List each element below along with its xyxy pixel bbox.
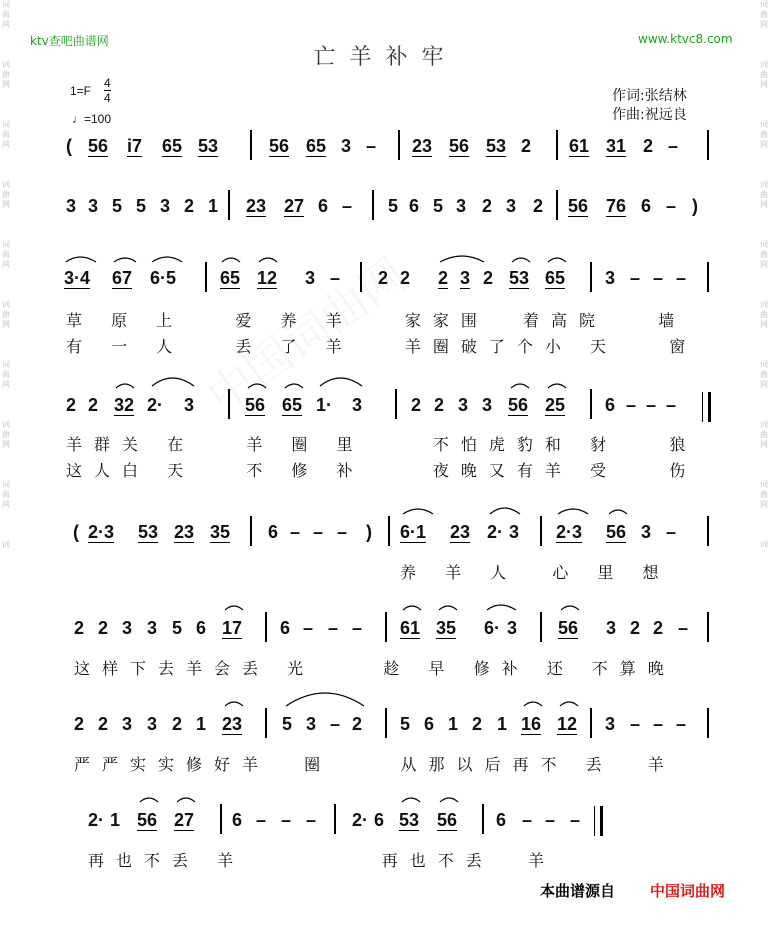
lyric-line: 羊群关 在 羊 圈 里 不怕虎豹和 豺 狼 (66, 435, 698, 454)
note-token: 6 (605, 395, 616, 415)
barline (372, 190, 374, 220)
note-token: 3 (147, 618, 158, 638)
note-token: 2 (378, 268, 389, 288)
note-token: 2 (630, 618, 641, 638)
slur-arc (402, 798, 420, 802)
note-token: 2 (88, 395, 99, 415)
note-token: 3 (160, 196, 171, 216)
note-token: 23 (246, 196, 267, 216)
note-token: 53 (399, 810, 420, 830)
note-token: 56 (137, 810, 158, 830)
note-token: ( (73, 522, 79, 542)
note-token: – (330, 714, 341, 734)
slur-arc (225, 702, 243, 706)
slur-arc (177, 798, 195, 802)
slur-arc (66, 257, 96, 262)
note-token: – (328, 618, 339, 638)
note-token: 65 (162, 136, 183, 156)
note-token: – (306, 810, 317, 830)
note-token: 56 (269, 136, 290, 156)
note-token: 6 (424, 714, 435, 734)
note-token: 76 (606, 196, 627, 216)
note-token: i7 (127, 136, 143, 156)
slur-arc (286, 693, 364, 706)
barline (385, 708, 387, 738)
note-token: 3 (506, 196, 517, 216)
note-token: 5 (172, 618, 183, 638)
lyric-line: 草 原 上 爱 养 羊 家家围 着高院 墙 (66, 311, 687, 330)
note-token: 6 (196, 618, 207, 638)
barline (707, 516, 709, 546)
note-token: – (352, 618, 363, 638)
note-token: 1 (497, 714, 508, 734)
note-token: 2 (400, 268, 411, 288)
note-token: – (666, 395, 677, 415)
note-token: 61 (569, 136, 590, 156)
note-token: 65 (220, 268, 241, 288)
barline (540, 516, 542, 546)
slur-arc (222, 258, 240, 262)
note-token: 3 (184, 395, 195, 415)
note-token: 2 (533, 196, 544, 216)
note-token: 1· (316, 395, 333, 415)
note-token: 35 (210, 522, 231, 542)
note-token: 6 (232, 810, 243, 830)
time-signature (104, 76, 111, 105)
site-name-link[interactable]: ktv查吧曲谱网 (30, 34, 109, 48)
note-token: 56 (558, 618, 579, 638)
note-token: 23 (450, 522, 471, 542)
site-url-link[interactable]: www.ktvc8.com (638, 32, 733, 46)
note-token: 3 (605, 268, 616, 288)
note-token: 3 (482, 395, 493, 415)
barline (205, 262, 207, 292)
note-token: 2 (411, 395, 422, 415)
note-token: 6 (318, 196, 329, 216)
final-barline (594, 806, 603, 836)
note-token: 3 (305, 268, 316, 288)
slur-arc (152, 378, 194, 386)
note-token: – (256, 810, 267, 830)
note-token: – (678, 618, 689, 638)
note-token: – (303, 618, 314, 638)
note-token: – (653, 268, 664, 288)
note-token: 3 (306, 714, 317, 734)
note-token: 2 (184, 196, 195, 216)
lyric-line: 这样下去羊会丢 光 趁 早 修补 还 不算晚 (74, 659, 676, 678)
note-token: 53 (138, 522, 159, 542)
barline (360, 262, 362, 292)
note-token: 56 (88, 136, 109, 156)
slur-arc (140, 798, 158, 802)
barline (334, 804, 336, 834)
note-token: 6·5 (150, 268, 177, 288)
slur-arc (512, 258, 530, 262)
note-token: 3 (460, 268, 471, 288)
barline (388, 516, 390, 546)
note-token: – (522, 810, 533, 830)
note-token: – (570, 810, 581, 830)
note-token: 56 (568, 196, 589, 216)
note-token: ( (66, 136, 72, 156)
note-token: 2 (172, 714, 183, 734)
tempo-marking (72, 112, 111, 126)
note-token: 12 (557, 714, 578, 734)
note-token: 53 (509, 268, 530, 288)
slur-arc (403, 606, 421, 610)
slur-arc (511, 384, 529, 388)
note-token: 3 (641, 522, 652, 542)
note-token: – (630, 268, 641, 288)
note-token: – (646, 395, 657, 415)
lyricist-credit: 作词:张结林 (612, 88, 687, 104)
slur-arc (403, 509, 433, 514)
note-token: ) (366, 522, 372, 542)
note-token: 3·4 (64, 268, 91, 288)
note-token: 31 (606, 136, 627, 156)
note-token: 3 (122, 714, 133, 734)
note-token: ) (692, 196, 698, 216)
barline (556, 130, 558, 160)
note-token: 3 (509, 522, 520, 542)
note-token: 23 (222, 714, 243, 734)
note-token: 25 (545, 395, 566, 415)
note-token: 6 (409, 196, 420, 216)
note-token: 56 (449, 136, 470, 156)
note-token: 65 (545, 268, 566, 288)
note-token: – (313, 522, 324, 542)
barline (265, 612, 267, 642)
barline (482, 804, 484, 834)
barline (398, 130, 400, 160)
lyric-line: 再也不丢 羊 再也不丢 羊 (88, 851, 556, 870)
note-token: 56 (245, 395, 266, 415)
footer-source-site[interactable]: 中国词曲网 (650, 882, 726, 900)
note-token: 1 (208, 196, 219, 216)
barline (707, 130, 709, 160)
note-token: 5 (400, 714, 411, 734)
note-token: 65 (306, 136, 327, 156)
note-token: – (330, 268, 341, 288)
note-token: 1 (110, 810, 121, 830)
note-token: 6 (496, 810, 507, 830)
note-token: 2·3 (88, 522, 115, 542)
slur-arc (561, 606, 579, 610)
note-token: 3 (122, 618, 133, 638)
slur-arc (560, 702, 578, 706)
footer-source-label: 本曲谱源自 (540, 882, 616, 900)
barline (228, 389, 230, 419)
barline (707, 708, 709, 738)
note-token: 2 (653, 618, 664, 638)
note-token: 35 (436, 618, 457, 638)
note-token: 5 (112, 196, 123, 216)
key-signature: 1=F (70, 84, 92, 98)
note-token: – (342, 196, 353, 216)
note-token: 2· (487, 522, 504, 542)
note-token: – (666, 196, 677, 216)
note-token: – (676, 268, 687, 288)
note-token: – (366, 136, 377, 156)
note-token: 56 (508, 395, 529, 415)
note-token: 2 (74, 618, 85, 638)
song-title: 亡羊补牢 (313, 45, 458, 70)
barline (707, 612, 709, 642)
note-token: 23 (174, 522, 195, 542)
note-token: – (337, 522, 348, 542)
slur-arc (225, 606, 243, 610)
note-token: 56 (606, 522, 627, 542)
note-token: – (630, 714, 641, 734)
time-signature-bottom: 4 (104, 91, 111, 105)
note-token: – (545, 810, 556, 830)
slur-arc (487, 605, 516, 610)
note-token: 5 (433, 196, 444, 216)
slur-arc (114, 258, 136, 262)
note-token: 6· (484, 618, 501, 638)
note-token: 56 (437, 810, 458, 830)
slur-arc (558, 509, 588, 514)
slur-arc (259, 258, 277, 262)
note-token: – (668, 136, 679, 156)
note-token: 2· (88, 810, 105, 830)
note-token: 3 (341, 136, 352, 156)
note-token: 2 (438, 268, 449, 288)
note-token: 67 (112, 268, 133, 288)
note-token: 2 (66, 395, 77, 415)
note-token: 3 (456, 196, 467, 216)
note-token: 3 (507, 618, 518, 638)
note-token: 6·1 (400, 522, 427, 542)
barline (250, 516, 252, 546)
barline (220, 804, 222, 834)
tempo-value: =100 (84, 112, 112, 126)
lyric-line: 养 羊 人 心 里 想 (400, 563, 671, 582)
note-token: – (676, 714, 687, 734)
barline (590, 389, 592, 419)
slur-arc (440, 798, 458, 802)
barline (590, 262, 592, 292)
note-token: 65 (282, 395, 303, 415)
note-token: 6 (641, 196, 652, 216)
note-token: 16 (521, 714, 542, 734)
quarter-note-icon: ♩ (72, 112, 84, 126)
note-token: 1 (196, 714, 207, 734)
barline (540, 612, 542, 642)
barline (590, 708, 592, 738)
barline (385, 612, 387, 642)
note-token: 3 (605, 714, 616, 734)
slur-arc (524, 702, 542, 706)
lyric-line: 严严实实修好羊 圈 从那以后再不 丢 羊 (74, 755, 676, 774)
right-side-strip: 词 曲 网 词 曲 网 词 曲 网 词 曲 网 词 曲 网 词 曲 网 词 曲 网 词 曲 网 词 曲 网 词 (760, 0, 768, 549)
note-token: 32 (114, 395, 135, 415)
barline (395, 389, 397, 419)
note-token: 53 (486, 136, 507, 156)
slur-arc (490, 508, 520, 514)
note-token: 2 (483, 268, 494, 288)
slur-arc (609, 510, 627, 514)
note-token: 2 (98, 714, 109, 734)
note-token: 2 (434, 395, 445, 415)
note-token: 27 (174, 810, 195, 830)
note-token: 6 (280, 618, 291, 638)
note-token: 53 (198, 136, 219, 156)
note-token: 3 (147, 714, 158, 734)
note-token: 27 (284, 196, 305, 216)
left-side-strip: 词 曲 网 词 曲 网 词 曲 网 词 曲 网 词 曲 网 词 曲 网 词 曲 网 词 曲 网 词 曲 网 词 (2, 0, 10, 549)
note-token: 23 (412, 136, 433, 156)
lyric-line: 这人白 天 不 修 补 夜晚又有羊 受 伤 (66, 461, 698, 480)
slur-arc (152, 257, 182, 262)
slur-arc (439, 606, 457, 610)
time-signature-top: 4 (104, 76, 111, 90)
note-token: 3 (66, 196, 77, 216)
slur-arc (548, 384, 566, 388)
note-token: 2 (521, 136, 532, 156)
note-token: 5 (136, 196, 147, 216)
note-token: 2 (472, 714, 483, 734)
barline (556, 190, 558, 220)
slur-arc (548, 258, 566, 262)
note-token: 3 (606, 618, 617, 638)
note-token: 3 (352, 395, 363, 415)
lyric-line: 有 一 人 丢 了 羊 羊圈破了个小 天 窗 (66, 337, 698, 356)
note-token: 2·3 (556, 522, 583, 542)
note-token: 2· (147, 395, 164, 415)
note-token: – (666, 522, 677, 542)
note-token: 6 (268, 522, 279, 542)
note-token: 6 (374, 810, 385, 830)
note-token: – (281, 810, 292, 830)
note-token: 61 (400, 618, 421, 638)
barline (707, 262, 709, 292)
slur-arc (440, 256, 484, 262)
slur-arc (320, 378, 362, 386)
note-token: 17 (222, 618, 243, 638)
note-token: 2 (98, 618, 109, 638)
slur-arc (116, 384, 134, 388)
note-token: 12 (257, 268, 278, 288)
note-token: 1 (448, 714, 459, 734)
barline (250, 130, 252, 160)
note-token: 2· (352, 810, 369, 830)
barline (265, 708, 267, 738)
note-token: 3 (88, 196, 99, 216)
barline (228, 190, 230, 220)
composer-credit: 作曲:祝远良 (612, 107, 687, 123)
note-token: 3 (458, 395, 469, 415)
repeat-end-barline (702, 392, 711, 422)
note-token: – (653, 714, 664, 734)
note-token: 5 (282, 714, 293, 734)
note-token: – (290, 522, 301, 542)
note-token: – (626, 395, 637, 415)
note-token: 5 (388, 196, 399, 216)
note-token: 2 (482, 196, 493, 216)
note-token: 2 (643, 136, 654, 156)
note-token: 2 (352, 714, 363, 734)
note-token: 2 (74, 714, 85, 734)
